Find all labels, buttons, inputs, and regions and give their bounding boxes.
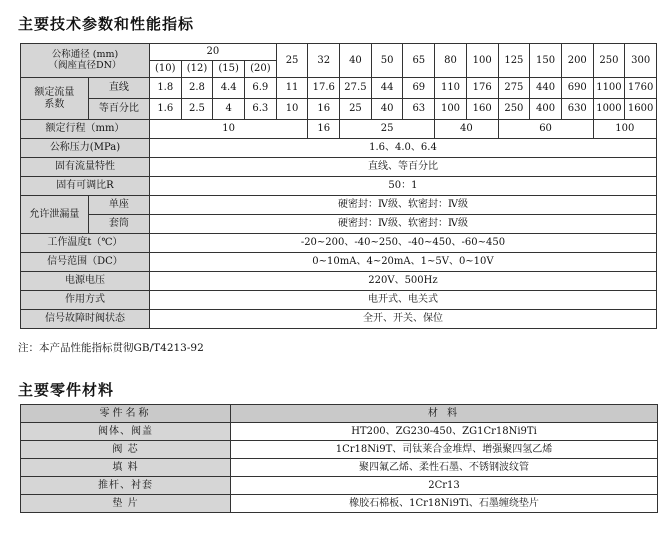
kv-cell: 63 (403, 99, 435, 120)
kv-cell: 1600 (625, 99, 657, 120)
kv-cell: 100 (435, 99, 467, 120)
material-row (21, 423, 658, 441)
pressure-value: 1.6、4.0、6.4 (149, 139, 656, 158)
temperature-row (21, 234, 657, 253)
dn20-sub-cell: (15) (213, 61, 245, 78)
dn-cell: 300 (625, 44, 657, 78)
stroke-cell: 25 (340, 120, 435, 139)
flow-coefficient-label: 额定流量 系数 (21, 78, 89, 120)
kv-cell: 1100 (593, 78, 625, 99)
kv-cell: 16 (308, 99, 340, 120)
leak-single-row (21, 196, 657, 215)
temperature-value: -20~200、-40~250、-40~450、-60~450 (149, 234, 656, 253)
linear-row (21, 78, 657, 99)
nominal-diameter-label: 公称通径 (mm) （阀座直径DN） (21, 44, 150, 78)
kv-cell: 1760 (625, 78, 657, 99)
dn20-sub-cell: (12) (181, 61, 213, 78)
stroke-row (21, 120, 657, 139)
stroke-cell: 40 (435, 120, 498, 139)
material-value: HT200、ZG230-450、ZG1Cr18Ni9Ti (231, 423, 658, 441)
dn20-cell: 20 (149, 44, 276, 61)
flow-characteristic-row (21, 158, 657, 177)
kv-cell: 6.9 (244, 78, 276, 99)
dn-cell: 125 (498, 44, 530, 78)
material-row (21, 477, 658, 495)
kv-cell: 2.8 (181, 78, 213, 99)
power-value: 220V、500Hz (149, 272, 656, 291)
dn-cell: 50 (371, 44, 403, 78)
single-seat-label: 单座 (88, 196, 149, 215)
heading-specs: 主要技术参数和性能指标 (18, 15, 195, 33)
kv-cell: 11 (276, 78, 308, 99)
equal-percentage-label: 等百分比 (88, 99, 149, 120)
kv-cell: 160 (466, 99, 498, 120)
part-name: 阀 芯 (21, 441, 231, 459)
material-value: 聚四氟乙烯、柔性石墨、不锈钢波纹管 (231, 459, 658, 477)
stroke-cell: 16 (308, 120, 340, 139)
kv-cell: 25 (340, 99, 372, 120)
kv-cell: 1.6 (149, 99, 181, 120)
kv-cell: 1.8 (149, 78, 181, 99)
kv-cell: 110 (435, 78, 467, 99)
dn-cell: 200 (561, 44, 593, 78)
kv-cell: 275 (498, 78, 530, 99)
stroke-cell: 60 (498, 120, 593, 139)
dn-cell: 65 (403, 44, 435, 78)
kv-cell: 4 (213, 99, 245, 120)
action-row (21, 291, 657, 310)
power-row (21, 272, 657, 291)
temperature-label: 工作温度t（℃） (21, 234, 150, 253)
kv-cell: 1000 (593, 99, 625, 120)
ratio-label: 固有可调比R (21, 177, 150, 196)
material-value: 1Cr18Ni9T、司钛莱合金堆焊、增强聚四氢乙烯 (231, 441, 658, 459)
signal-label: 信号范围（DC） (21, 253, 150, 272)
spec-table (20, 43, 657, 329)
fail-state-value: 全开、开关、保位 (149, 310, 656, 329)
part-name: 推杆、衬套 (21, 477, 231, 495)
kv-cell: 630 (561, 99, 593, 120)
dn20-sub-cell: (20) (244, 61, 276, 78)
dn-cell: 32 (308, 44, 340, 78)
part-name: 垫 片 (21, 495, 231, 513)
kv-cell: 4.4 (213, 78, 245, 99)
standard-note: 注：本产品性能指标贯彻GB/T4213-92 (18, 342, 204, 354)
materials-header-row (21, 405, 658, 423)
leak-sleeve-row (21, 215, 657, 234)
sleeve-label: 套筒 (88, 215, 149, 234)
part-name-header: 零件名称 (21, 405, 231, 423)
action-value: 电开式、电关式 (149, 291, 656, 310)
kv-cell: 69 (403, 78, 435, 99)
material-value: 2Cr13 (231, 477, 658, 495)
kv-cell: 400 (530, 99, 562, 120)
signal-value: 0~10mA、4~20mA、1~5V、0~10V (149, 253, 656, 272)
action-label: 作用方式 (21, 291, 150, 310)
stroke-cell: 100 (593, 120, 656, 139)
ratio-row (21, 177, 657, 196)
stroke-cell: 10 (149, 120, 307, 139)
kv-cell: 690 (561, 78, 593, 99)
dn20-sub-cell: (10) (149, 61, 181, 78)
kv-cell: 250 (498, 99, 530, 120)
stroke-label: 额定行程（mm） (21, 120, 150, 139)
kv-cell: 27.5 (340, 78, 372, 99)
flow-characteristic-value: 直线、等百分比 (149, 158, 656, 177)
kv-cell: 2.5 (181, 99, 213, 120)
fail-state-label: 信号故障时阀状态 (21, 310, 150, 329)
power-label: 电源电压 (21, 272, 150, 291)
pressure-label: 公称压力(MPa) (21, 139, 150, 158)
dn-cell: 250 (593, 44, 625, 78)
flow-characteristic-label: 固有流量特性 (21, 158, 150, 177)
signal-row (21, 253, 657, 272)
pressure-row (21, 139, 657, 158)
dn-row-1 (21, 44, 657, 61)
materials-table (20, 404, 658, 513)
material-row (21, 459, 658, 477)
fail-state-row (21, 310, 657, 329)
kv-cell: 440 (530, 78, 562, 99)
dn-cell: 25 (276, 44, 308, 78)
linear-label: 直线 (88, 78, 149, 99)
heading-materials: 主要零件材料 (18, 381, 115, 399)
kv-cell: 40 (371, 99, 403, 120)
dn-cell: 80 (435, 44, 467, 78)
sleeve-value: 硬密封：Ⅳ级、软密封：Ⅳ级 (149, 215, 656, 234)
leakage-label: 允许泄漏量 (21, 196, 89, 234)
dn-cell: 40 (340, 44, 372, 78)
kv-cell: 6.3 (244, 99, 276, 120)
part-name: 阀体、阀盖 (21, 423, 231, 441)
part-name: 填 料 (21, 459, 231, 477)
dn-cell: 150 (530, 44, 562, 78)
dn-cell: 100 (466, 44, 498, 78)
single-seat-value: 硬密封：Ⅳ级、软密封：Ⅳ级 (149, 196, 656, 215)
kv-cell: 176 (466, 78, 498, 99)
material-row (21, 495, 658, 513)
ratio-value: 50：1 (149, 177, 656, 196)
eqpct-row (21, 99, 657, 120)
material-value: 橡胶石棉板、1Cr18Ni9Ti、石墨缠绕垫片 (231, 495, 658, 513)
kv-cell: 44 (371, 78, 403, 99)
material-header: 材 料 (231, 405, 658, 423)
material-row (21, 441, 658, 459)
kv-cell: 17.6 (308, 78, 340, 99)
kv-cell: 10 (276, 99, 308, 120)
